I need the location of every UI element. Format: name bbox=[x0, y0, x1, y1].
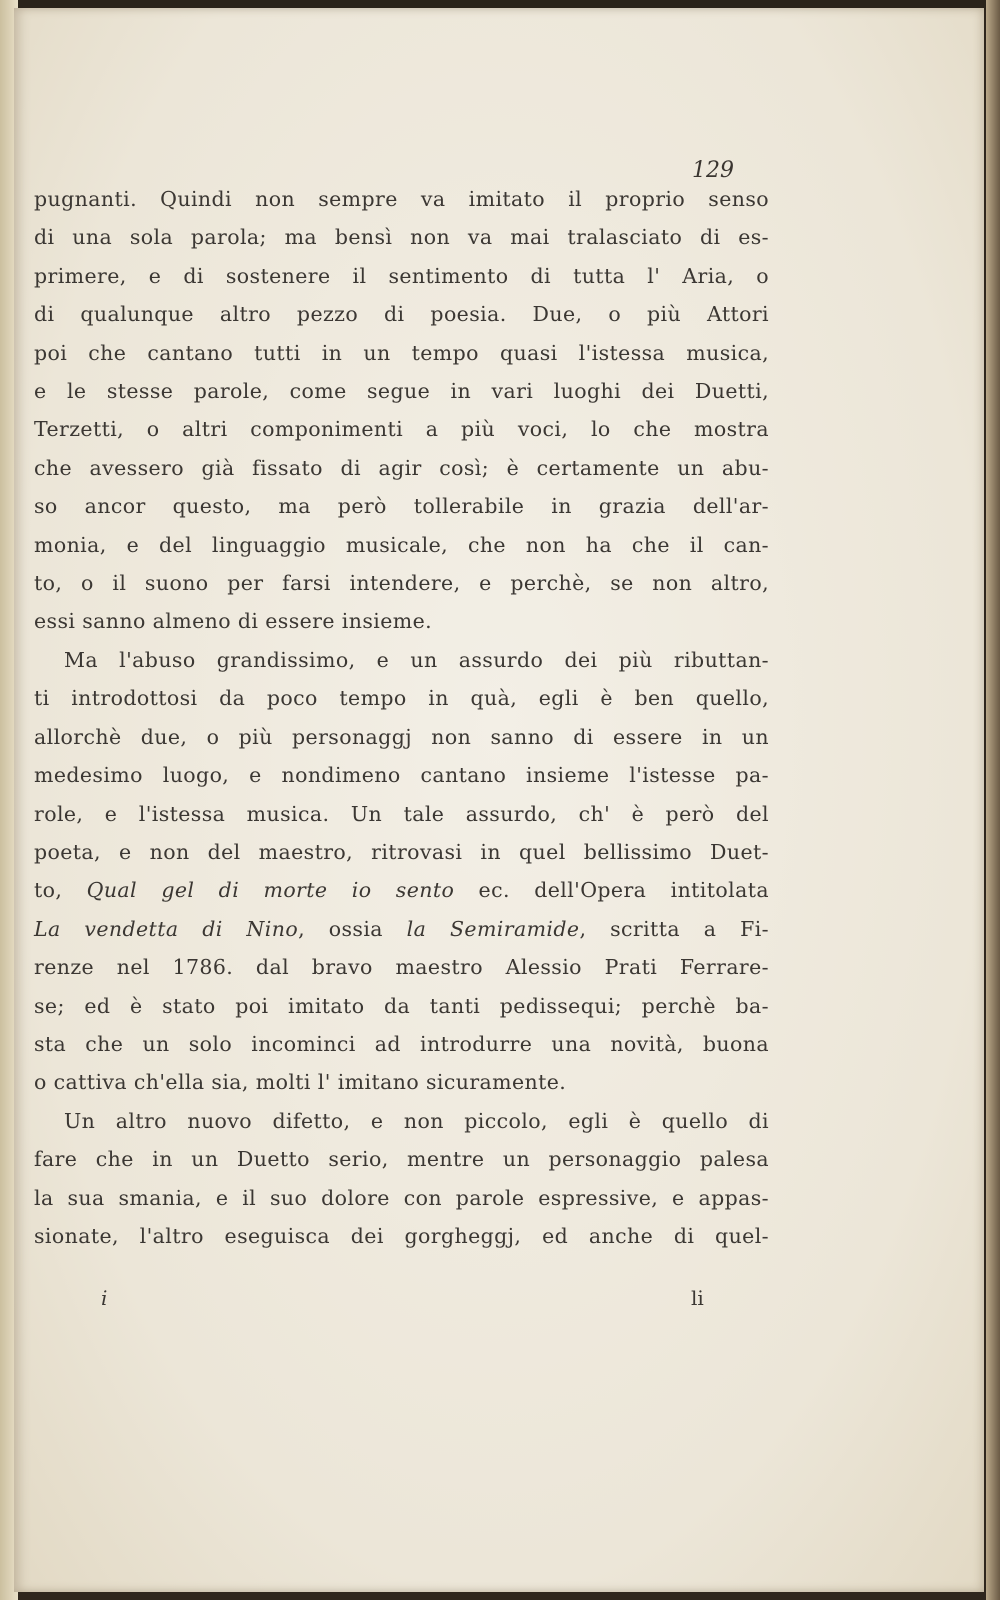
paragraph-start-line: Un altro nuovo difetto, e non piccolo, egli è quello di bbox=[64, 1108, 769, 1133]
text-line: se; ed è stato poi imitato da tanti pedissequi; perchè ba- bbox=[34, 993, 769, 1018]
text-line: poi che cantano tutti in un tempo quasi l'istessa musica, bbox=[34, 340, 769, 365]
text-line: medesimo luogo, e nondimeno cantano insieme l'istesse pa- bbox=[34, 763, 769, 788]
text-line-with-titles bbox=[34, 910, 769, 948]
line-suffix: , scritta a Fi- bbox=[579, 916, 769, 941]
paragraph-start-line: Ma l'abuso grandissimo, e un assurdo dei più ributtan- bbox=[64, 647, 769, 672]
opera-title: La vendetta di Nino bbox=[34, 916, 299, 941]
text-line: o cattiva ch'ella sia, molti l' imitano sicuramente. bbox=[34, 1070, 567, 1095]
text-line: di una sola parola; ma bensì non va mai tralasciato di es- bbox=[34, 225, 769, 250]
text-line: pugnanti. Quindi non sempre va imitato il proprio senso bbox=[34, 187, 769, 211]
signature-mark: i bbox=[101, 1286, 108, 1310]
text-line: monia, e del linguaggio musicale, che non ha che il can- bbox=[34, 532, 769, 557]
text-line: renze nel 1786. dal bravo maestro Alessio Prati Ferrare- bbox=[34, 955, 769, 980]
line-prefix: to, bbox=[34, 878, 87, 903]
body-text bbox=[34, 180, 769, 1255]
line-middle: , ossia bbox=[298, 916, 407, 941]
text-line: so ancor questo, ma però tollerabile in grazia dell'ar- bbox=[34, 494, 769, 519]
text-line: sta che un solo incominci ad introdurre una novità, buona bbox=[34, 1031, 769, 1056]
text-line: poeta, e non del maestro, ritrovasi in quel bellissimo Duet- bbox=[34, 839, 769, 864]
text-line: di qualunque altro pezzo di poesia. Due, o più Attori bbox=[34, 302, 769, 327]
book-fore-edge bbox=[986, 0, 1000, 1600]
text-line: la sua smania, e il suo dolore con parole espressive, e appas- bbox=[34, 1185, 769, 1210]
text-line: che avessero già fissato di agir così; è certamente un abu- bbox=[34, 455, 769, 480]
text-line: primere, e di sostenere il sentimento di tutta l' Aria, o bbox=[34, 263, 769, 288]
opera-alt-title: la Semiramide bbox=[406, 916, 580, 941]
text-line: allorchè due, o più personaggj non sanno di essere in un bbox=[34, 724, 769, 749]
text-line: sionate, l'altro eseguisca dei gorgheggj, ed anche di quel- bbox=[34, 1223, 769, 1248]
text-line: fare che in un Duetto serio, mentre un personaggio palesa bbox=[34, 1147, 769, 1172]
line-suffix: ec. dell'Opera intitolata bbox=[454, 878, 769, 903]
book-page bbox=[14, 8, 984, 1592]
text-line: essi sanno almeno di essere insieme. bbox=[34, 609, 433, 634]
text-line-with-title bbox=[34, 871, 769, 909]
text-line: ti introdottosi da poco tempo in quà, egli è ben quello, bbox=[34, 686, 769, 711]
aria-title: Qual gel di morte io sento bbox=[86, 878, 455, 903]
text-line: Terzetti, o altri componimenti a più voci, lo che mostra bbox=[34, 417, 769, 442]
text-line: to, o il suono per farsi intendere, e perchè, se non altro, bbox=[34, 571, 769, 596]
text-line: e le stesse parole, come segue in vari luoghi dei Duetti, bbox=[34, 379, 769, 404]
text-line: role, e l'istessa musica. Un tale assurdo, ch' è però del bbox=[34, 801, 769, 826]
page-number: 129 bbox=[692, 158, 734, 183]
catchword: li bbox=[691, 1286, 704, 1310]
